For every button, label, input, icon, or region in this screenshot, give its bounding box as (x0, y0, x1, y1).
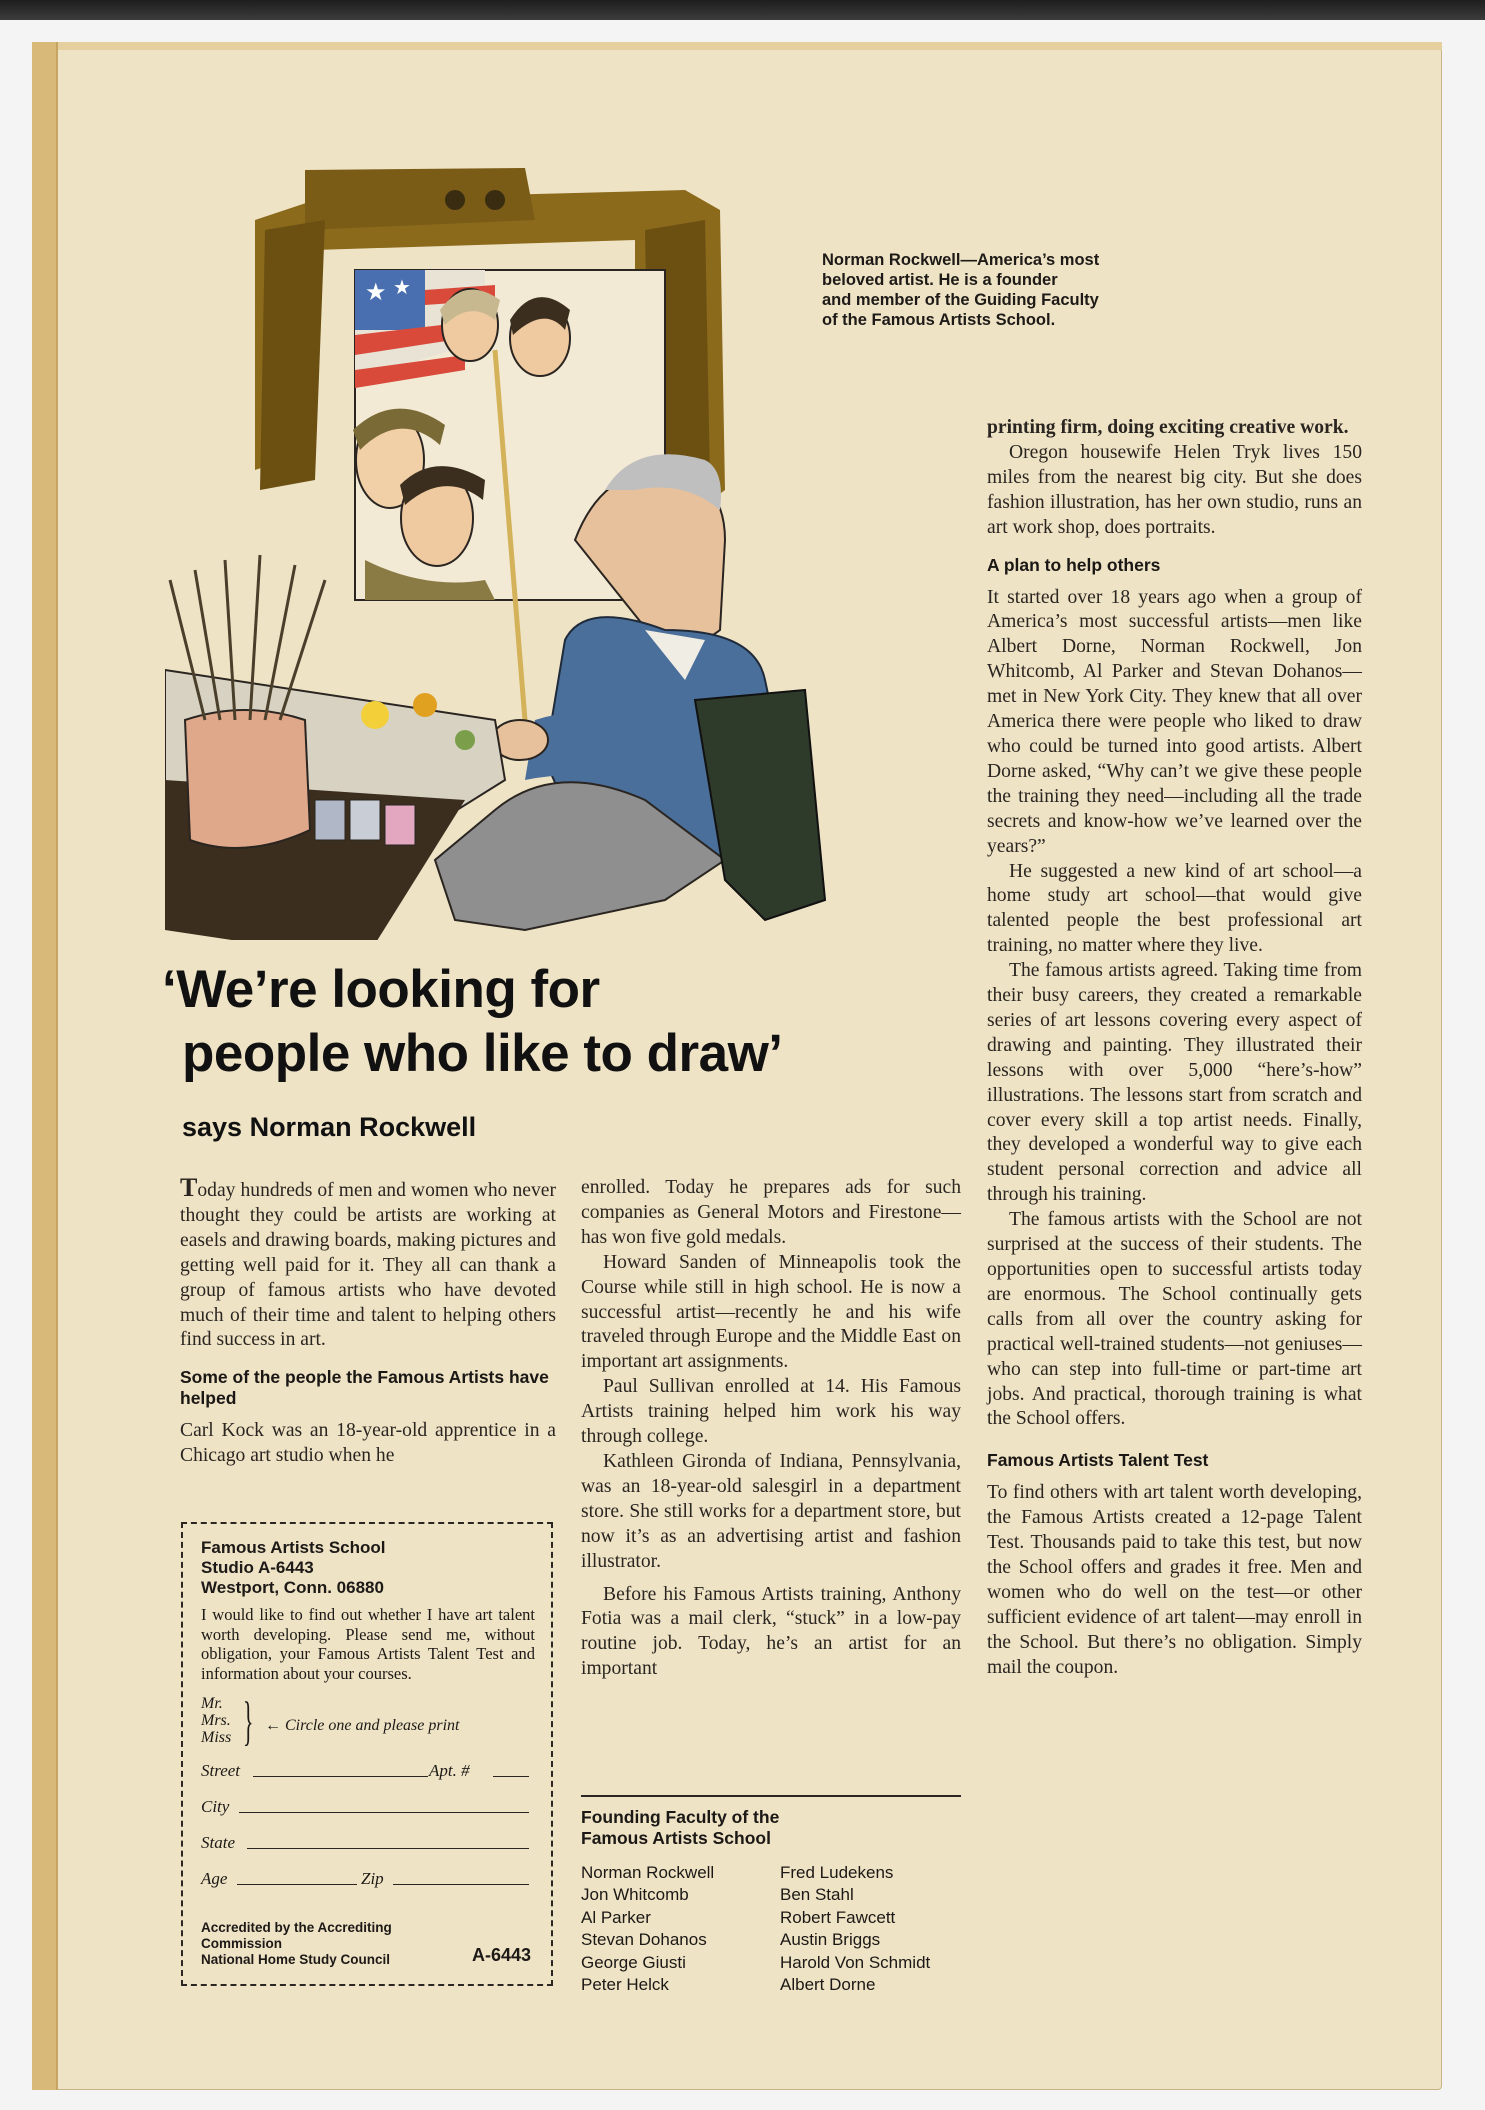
scan-top-border (0, 0, 1485, 20)
apt-line (493, 1776, 529, 1777)
state-field[interactable] (201, 1825, 535, 1861)
caption-line: of the Famous Artists School. (822, 311, 1056, 329)
city-line (239, 1812, 529, 1813)
paragraph: The famous artists agreed. Taking time from their busy careers, they created a remarkable series of art lessons covering every aspect of drawing and painting. They illustrated their lessons with over 5,000 “here’s-how” illustrations. The lessons start from scratch and cover every skill a top artist needs. Finally, they developed a wonderful way to give each student personal correction and advice all through his training. (987, 960, 1362, 1206)
faculty-heading-line: Famous Artists School (581, 1828, 771, 1848)
coupon-address (201, 1538, 535, 1598)
ad-headline (162, 958, 862, 1086)
illustration-caption (822, 250, 1162, 330)
street-label: Street (201, 1761, 241, 1780)
coupon-address-line: Westport, Conn. 06880 (201, 1578, 384, 1597)
faculty-name: Harold Von Schmidt (780, 1952, 931, 1972)
paragraph: Oregon housewife Helen Tryk lives 150 miles from the nearest big city. But she does fashion illustration, has her own studio, runs an art work shop, does portraits. (987, 441, 1362, 538)
svg-text:★: ★ (393, 277, 411, 299)
faculty-name: Jon Whitcomb (581, 1885, 689, 1905)
faculty-name: Austin Briggs (780, 1930, 881, 1950)
paragraph: Before his Famous Artists training, Anthony Fotia was a mail clerk, “stuck” in a low-pay routine job. Today, he’s an artist for an important (581, 1583, 961, 1680)
page-spine (32, 42, 58, 2090)
title-mrs[interactable]: Mrs. (201, 1712, 231, 1729)
section-heading: A plan to help others (987, 554, 1161, 575)
city-label: City (201, 1797, 230, 1816)
zip-label: Zip (361, 1869, 384, 1888)
rockwell-illustration (165, 160, 935, 940)
age-line (237, 1884, 357, 1885)
coupon-body: I would like to find out whether I have art talent worth developing. Please send me, without obligation, your Famous Artists Talent Test and information about your courses. (201, 1605, 535, 1683)
intro-text: oday hundreds of men and women who never thought they could be artists are working at easels and drawing boards, making pictures and getting well paid for it. They all can thank a group of famous artists who have devoted much of their time and talent to helping others find success in art. (180, 1180, 556, 1351)
state-label: State (201, 1833, 235, 1852)
intro-paragraph (180, 1173, 556, 1353)
accreditation-line: National Home Study Council (201, 1952, 391, 1967)
faculty-name: Peter Helck (581, 1974, 669, 1994)
caption-line: and member of the Guiding Faculty (822, 291, 1099, 309)
faculty-name: Robert Fawcett (780, 1907, 896, 1927)
faculty-divider (581, 1795, 961, 1797)
paragraph: Paul Sullivan enrolled at 14. His Famous Artists training helped him work his way through college. (581, 1376, 961, 1448)
title-miss[interactable]: Miss (201, 1729, 232, 1746)
paragraph: Kathleen Gironda of Indiana, Pennsylvania, was an 18-year-old salesgirl in a department store. She still works for a department store, but now it’s as an advertising artist and fashion illustrator. (581, 1450, 961, 1572)
article-column-3 (987, 416, 1362, 1681)
paragraph: It started over 18 years ago when a group of America’s most successful artists—men like Albert Dorne, Norman Rockwell, Jon Whitcomb, Al Parker and Stevan Dohanos—met in New York City. They knew that all over America there were people who liked to draw who could be turned into good artists. Albert Dorne asked, “Why can’t we give these people the training they need—including all the trade secrets and know-how we’ve learned over the years?” (987, 586, 1362, 857)
paragraph: Howard Sanden of Minneapolis took the Course while still in high school. He is now a successful artist—recently he and his wife traveled through Europe and the Middle East on important art assignments. (581, 1251, 961, 1373)
paragraph: enrolled. Today he prepares ads for such companies as General Motors and Firestone—has won five gold medals. (581, 1177, 961, 1248)
title-mr[interactable]: Mr. (201, 1695, 223, 1712)
brace-icon: } (243, 1691, 254, 1751)
caption-line: Norman Rockwell—America’s most (822, 251, 1100, 269)
coupon-code: A-6443 (471, 1945, 531, 1965)
age-zip-field[interactable] (201, 1861, 535, 1897)
faculty-name: Al Parker (581, 1907, 651, 1927)
faculty-heading (581, 1807, 981, 1849)
state-line (247, 1848, 529, 1849)
drop-cap: T (180, 1173, 198, 1202)
paragraph: He suggested a new kind of art school—a home study art school—that would give talented people the best professional art training, no matter where they live. (987, 860, 1362, 957)
article-column-2 (581, 1176, 961, 1682)
age-label: Age (201, 1869, 228, 1888)
faculty-name: Albert Dorne (780, 1974, 876, 1994)
coupon-address-line: Famous Artists School (201, 1538, 386, 1557)
street-line (253, 1776, 428, 1777)
article-column-1 (180, 1173, 556, 1469)
faculty-heading-line: Founding Faculty of the (581, 1807, 780, 1827)
caption-line: beloved artist. He is a founder (822, 271, 1058, 289)
mail-coupon[interactable] (181, 1522, 553, 1986)
page-top-edge (58, 42, 1442, 50)
svg-text:★: ★ (365, 280, 387, 306)
apt-label: Apt. # (429, 1761, 470, 1780)
faculty-name: Stevan Dohanos (581, 1930, 707, 1950)
zip-line (393, 1884, 529, 1885)
faculty-name: Norman Rockwell (581, 1863, 715, 1882)
paragraph: printing firm, doing exciting creative work. (987, 417, 1349, 438)
headline-line-2: people who like to draw’ (182, 1024, 783, 1083)
city-field[interactable] (201, 1789, 535, 1825)
paragraph: The famous artists with the School are not surprised at the success of their students. The opportunities open to successful artists today are enormous. The School continually gets calls from all over the country asking for practical well-trained students—not geniuses—who can step into full-time or part-time art jobs. And practical, thorough training is what the School offers. (987, 1209, 1362, 1430)
section-heading: Famous Artists Talent Test (987, 1450, 1209, 1471)
faculty-name: Ben Stahl (780, 1885, 854, 1905)
accreditation-note (201, 1920, 451, 1968)
coupon-address-line: Studio A-6443 (201, 1558, 314, 1577)
faculty-names (581, 1863, 981, 1994)
headline-line-1: ‘We’re looking for (162, 960, 600, 1019)
ad-subheadline: says Norman Rockwell (182, 1112, 477, 1142)
paragraph: To find others with art talent worth developing, the Famous Artists created a 12-page Talent Test. Thousands paid to take this test, but now the School offers and grades it free. Men and women who do well on the test—or other sufficient evidence of art talent—may enroll in the School. But there’s no obligation. Simply mail the coupon. (987, 1482, 1362, 1678)
section-heading: Some of the people the Famous Artists have helped (180, 1367, 549, 1409)
circle-instruction: ← Circle one and please print (265, 1717, 460, 1734)
paragraph: Carl Kock was an 18-year-old apprentice in a Chicago art studio when he (180, 1420, 556, 1467)
faculty-name: Fred Ludekens (780, 1863, 894, 1882)
founding-faculty-box (581, 1795, 981, 1994)
accreditation-line: Accredited by the Accrediting Commission (201, 1920, 392, 1951)
faculty-name: George Giusti (581, 1952, 686, 1972)
coupon-title-choice[interactable] (201, 1691, 535, 1753)
street-field[interactable] (201, 1753, 535, 1789)
